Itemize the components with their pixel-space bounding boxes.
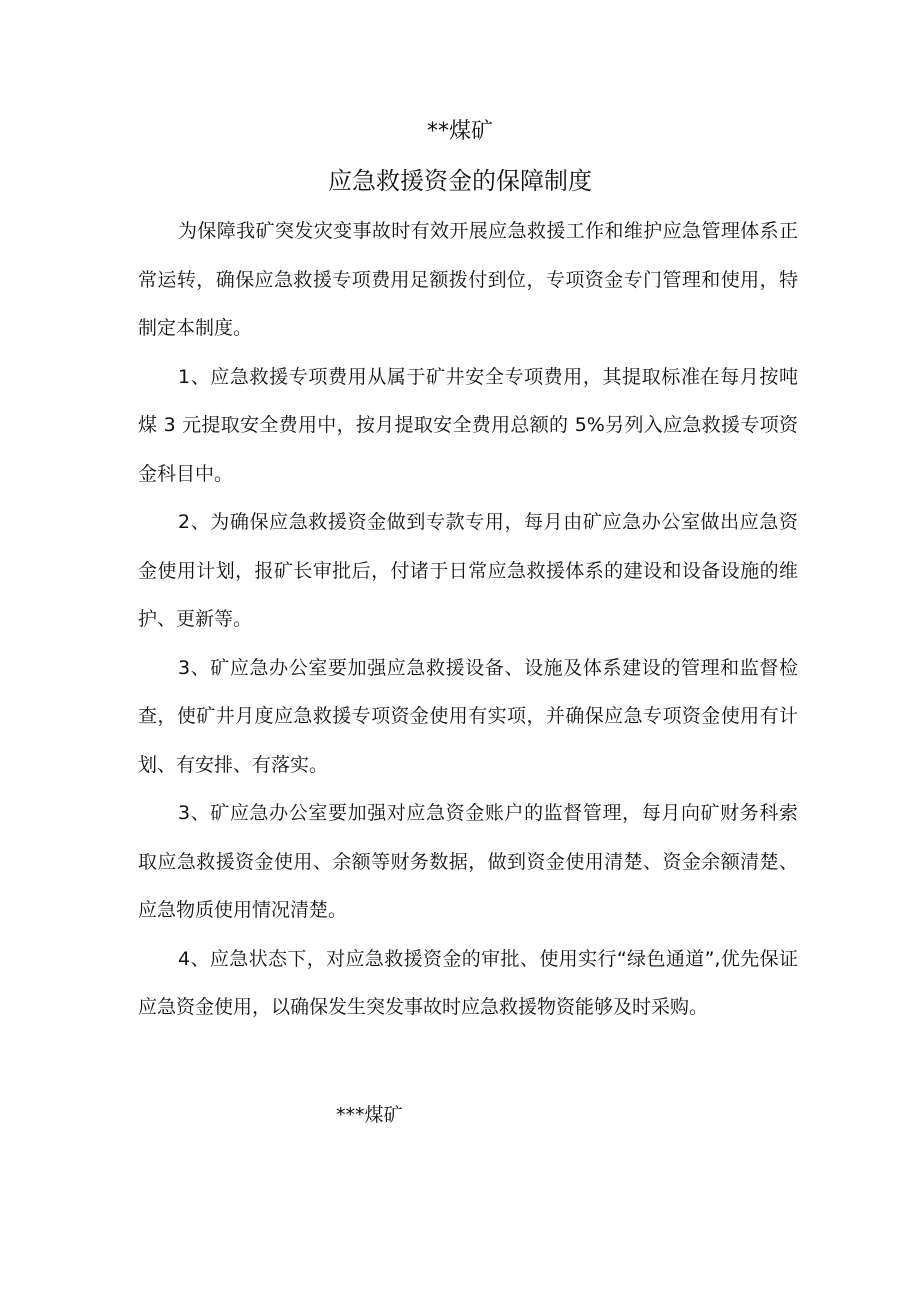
clause-1-paragraph: 1、应急救援专项费用从属于矿井安全专项费用，其提取标准在每月按吨煤 3 元提取安全费用中，按月提取安全费用总额的 5%另列入应急救援专项资金科目中。 <box>138 365 798 485</box>
signature-line: ***煤矿 <box>336 1104 403 1126</box>
clause-3b-paragraph: 3、矿应急办公室要加强对应急资金账户的监督管理，每月向矿财务科索取应急救援资金使用、余额等财务数据，做到资金使用清楚、资金余额清楚、应急物质使用情况清楚。 <box>138 802 798 921</box>
mine-name-heading: **煤矿 <box>426 119 493 144</box>
document-body <box>138 207 798 1032</box>
document-title: 应急救援资金的保障制度 <box>328 167 592 195</box>
intro-paragraph: 为保障我矿突发灾变事故时有效开展应急救援工作和维护应急管理体系正常运转，确保应急救援专项费用足额拨付到位，专项资金专门管理和使用，特制定本制度。 <box>138 220 798 339</box>
clause-3a-paragraph: 3、矿应急办公室要加强应急救援设备、设施及体系建设的管理和监督检查，使矿井月度应急救援专项资金使用有实项，并确保应急专项资金使用有计划、有安排、有落实。 <box>138 656 798 776</box>
clause-2-paragraph: 2、为确保应急救援资金做到专款专用，每月由矿应急办公室做出应急资金使用计划，报矿长审批后，付诸于日常应急救援体系的建设和设备设施的维护、更新等。 <box>138 511 798 630</box>
clause-4-paragraph: 4、应急状态下，对应急救援资金的审批、使用实行“绿色通道”,优先保证应急资金使用，以确保发生突发事故时应急救援物资能够及时采购。 <box>138 947 798 1018</box>
